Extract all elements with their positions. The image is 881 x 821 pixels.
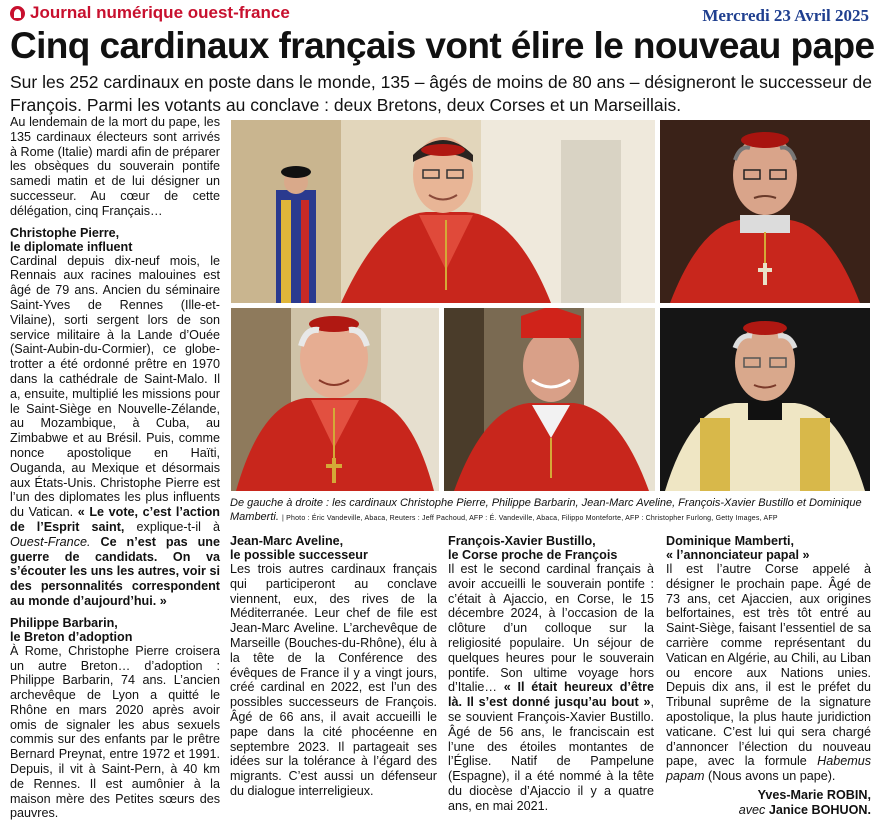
photo-credits: | Photo : Éric Vandeville, Abaca, Reuters : Jeff Pachoud, AFP : É. Vandeville, Abaca, Filippo Monteforte, AFP : Christopher Furlong, Getty Images, AFP [281,515,778,522]
subhead-bustillo [448,534,654,562]
pierre-paragraph [10,254,220,609]
photo-caption [230,496,875,526]
photo-jean-marc-aveline [231,308,439,491]
bustillo-body-end: , se souvient François-Xavier Bustillo. Âgé de 56 ans, le franciscain est l’une des étoiles montantes de l’Église. Natif de Pampelune (Espagne), il a été nommé à la tête du diocèse d’Ajaccio il y a quatre ans, en mai 2021. [448,695,654,813]
subhead-barbarin [10,616,220,644]
subhead-pierre-name: Christophe Pierre, [10,225,120,240]
barbarin-paragraph: À Rome, Christophe Pierre croisera un autre Breton… d’adoption : Philippe Barbarin, 74 ans. L’ancien archevêque de Lyon a quitté le Rhône en mars 2020 après avoir omis de signaler les abus sexuels commis sur des enfants par le prêtre Bernard Preynat, entre 1972 et 1991. Depuis, il vit à Saint-Pern, à 40 km de Rennes. Il est aumônier à la maison mère des Petites sœurs des pauvres. [10,643,220,821]
headline: Cinq cardinaux français vont élire le nouveau pape [10,25,875,66]
pierre-quote-source: Ouest-France. [10,534,91,549]
photo-christophe-pierre [231,120,655,303]
pierre-quote-mid: explique-t-il à [136,519,220,534]
mamberti-body-start: Il est l’autre Corse appelé à désigner le prochain pape. Âgé de 73 ans, cet Ajaccien, aux origines belfortaines, est très tôt entré au Saint-Siège, faisant l’essentiel de sa carrière comme représentant du Vatican en Algérie, au Chili, au Liban ou encore aux Nations unies. Depuis dix ans, il est le préfet du Tribunal suprême de la signature apostolique, la plus haute juridiction vaticane. C’est lui qui sera chargé d’annoncer l’élection du nouveau pape, avec la formule [666,562,871,769]
pierre-quote-end: Ce n’est pas une guerre de candidats. On va s’écouter les uns les autres, voir si des personnalités correspondent au monde d’aujourd’hui. » [10,534,220,608]
column-2 [230,534,437,799]
publication-date: Mercredi 23 Avril 2025 [702,6,869,25]
brand-logo [10,3,290,23]
mamberti-paragraph [666,562,871,784]
aveline-paragraph: Les trois autres cardinaux français qui participeront au conclave viennent, eux, des rives de la Méditerranée. Leur chef de file est Jean-Marc Aveline. L’archevêque de Marseille (Bouches-du-Rhône), élu à la tête de la Conférence des évêques de France il y a vingt jours, créé cardinal en 2022, est l’un des possibles successeurs de François. Âgé de 66 ans, il avait accueilli le pape dans la cité phocéenne en septembre 2023. Il partageait ses idées sur la tolérance à l’égard des migrants. C’est aussi un défenseur du dialogue interreligieux. [230,562,437,798]
mamberti-formula: Habemus papam [666,754,871,784]
pierre-body: Cardinal depuis dix-neuf mois, le Rennais aux racines malouines est âgé de 79 ans. Ancien du séminaire Saint-Yves de Rennes (Ille-et-Vilaine), sorti sergent lors de son service militaire à la Lande d’Ouée (Saint-Aubin-du-Cormier), ce globe-trotter a été ordonné prêtre en 1970 dans la cathédrale de Saint-Malo. Il a, ensuite, multiplié les missions pour le Saint-Siège en Nouvelle-Zélande, au Mozambique, à Cuba, au Zimbabwe et au Brésil. Puis, comme nonce apostolique en Haïti, Ouganda, au Mexique et désormais aux États-Unis. Christophe Pierre est l’un des diplomates les plus influents du Vatican. [10,253,220,520]
pierre-quote-start: « Le vote, c’est l’action de l’Esprit saint, [10,505,220,534]
bustillo-paragraph [448,562,654,814]
subhead-barbarin-title: le Breton d’adoption [10,629,133,644]
column-3 [448,534,654,814]
subhead-mamberti [666,534,871,562]
subhead-aveline-name: Jean-Marc Aveline, [230,534,344,548]
byline-coauthor: Janice BOHUON. [768,802,871,817]
byline-author: Yves-Marie ROBIN, [757,787,871,802]
subhead-mamberti-title: « l’annonciateur papal » [666,548,810,562]
bustillo-body-start: Il est le second cardinal français à avoir accueilli le souverain pontife : c’était à Ajaccio, en Corse, le 15 décembre 2024, à l’occasion de la clôture d’un colloque sur la religiosité populaire. Un séjour de quelques heures pour le souverain pontife. Son ultime voyage hors d’Italie… [448,562,654,695]
photo-philippe-barbarin [660,120,870,303]
subhead-bustillo-title: le Corse proche de François [448,548,618,562]
byline [666,788,871,818]
photo-francois-xavier-bustillo [444,308,655,491]
byline-with: avec [738,802,766,817]
mamberti-body-end: (Nous avons un pape). [708,769,836,784]
lead-paragraph: Sur les 252 cardinaux en poste dans le monde, 135 – âgés de moins de 80 ans – désigneront le successeur de François. Parmi les votants au conclave : deux Bretons, deux Corses et un Marseillais. [10,72,872,115]
subhead-bustillo-name: François-Xavier Bustillo, [448,534,596,548]
subhead-aveline-title: le possible successeur [230,548,368,562]
caption-text: De gauche à droite : les cardinaux Christophe Pierre, Philippe Barbarin, Jean-Marc Aveline, François-Xavier Bustillo et Dominique Mamberti. [230,497,862,523]
ouest-france-logo-icon [10,6,25,21]
column-4 [666,534,871,818]
subhead-barbarin-name: Philippe Barbarin, [10,615,118,630]
bustillo-quote: « Il était heureux d’être là. Il s’est donné jusqu’au bout » [448,680,654,710]
subhead-pierre [10,226,220,254]
photo-dominique-mamberti [660,308,870,491]
subhead-mamberti-name: Dominique Mamberti, [666,534,795,548]
subhead-aveline [230,534,437,562]
intro-paragraph: Au lendemain de la mort du pape, les 135 cardinaux électeurs sont arrivés à Rome (Italie) mardi afin de préparer les obsèques du souverain pontife samedi matin et de lui désigner un successeur. Au cœur de cette délégation, cinq Français… [10,115,220,218]
subhead-pierre-title: le diplomate influent [10,239,133,254]
brand-name: Journal numérique ouest-france [30,3,290,22]
column-1 [10,115,220,821]
